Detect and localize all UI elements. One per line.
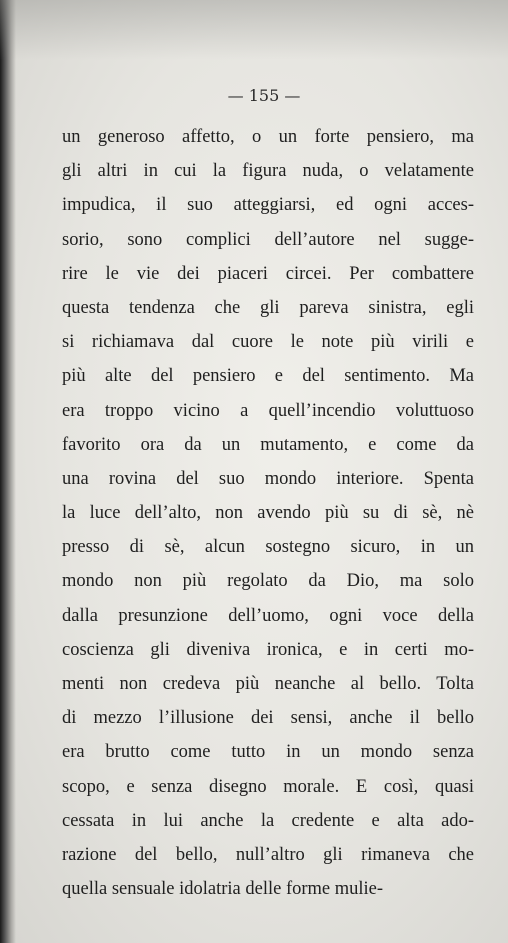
- text-line: un generoso affetto, o un forte pensiero, ma: [62, 127, 474, 147]
- body-text: [62, 120, 474, 906]
- text-line: razione del bello, null’altro gli rimaneva che: [62, 844, 474, 865]
- binding-shadow: [0, 0, 16, 943]
- top-shade: [0, 0, 508, 60]
- text-line: questa tendenza che gli pareva sinistra, egli: [62, 297, 474, 318]
- text-line: era troppo vicino a quell’incendio voluttuoso: [62, 400, 474, 421]
- text-line: impudica, il suo atteggiarsi, ed ogni acces-: [62, 195, 474, 216]
- text-line: coscienza gli diveniva ironica, e in certi mo-: [62, 639, 474, 660]
- text-line: dalla presunzione dell’uomo, ogni voce della: [62, 605, 474, 626]
- text-line: menti non credeva più neanche al bello. Tolta: [62, 674, 474, 694]
- text-line: mondo non più regolato da Dio, ma solo: [62, 571, 474, 592]
- text-line: una rovina del suo mondo interiore. Spenta: [62, 468, 474, 489]
- text-line: cessata in lui anche la credente e alta ado-: [62, 810, 474, 831]
- text-line: più alte del pensiero e del sentimento. Ma: [62, 366, 474, 387]
- text-line: era brutto come tutto in un mondo senza: [62, 742, 474, 763]
- text-line: si richiamava dal cuore le note più virili e: [62, 332, 474, 353]
- text-line: scopo, e senza disegno morale. E così, quasi: [62, 776, 474, 797]
- text-line: di mezzo l’illusione dei sensi, anche il bello: [62, 708, 474, 729]
- page-number: — 155 —: [227, 86, 301, 105]
- text-line: presso di sè, alcun sostegno sicuro, in un: [62, 537, 474, 558]
- text-line: favorito ora da un mutamento, e come da: [62, 434, 474, 455]
- text-line: quella sensuale idolatria delle forme mulie-: [62, 879, 384, 900]
- text-line: sorio, sono complici dell’autore nel sugge-: [62, 229, 474, 250]
- text-line: rire le vie dei piaceri circei. Per combattere: [62, 263, 474, 284]
- text-line: gli altri in cui la figura nuda, o velatamente: [62, 161, 474, 182]
- text-line: la luce dell’alto, non avendo più su di sè, nè: [62, 503, 474, 524]
